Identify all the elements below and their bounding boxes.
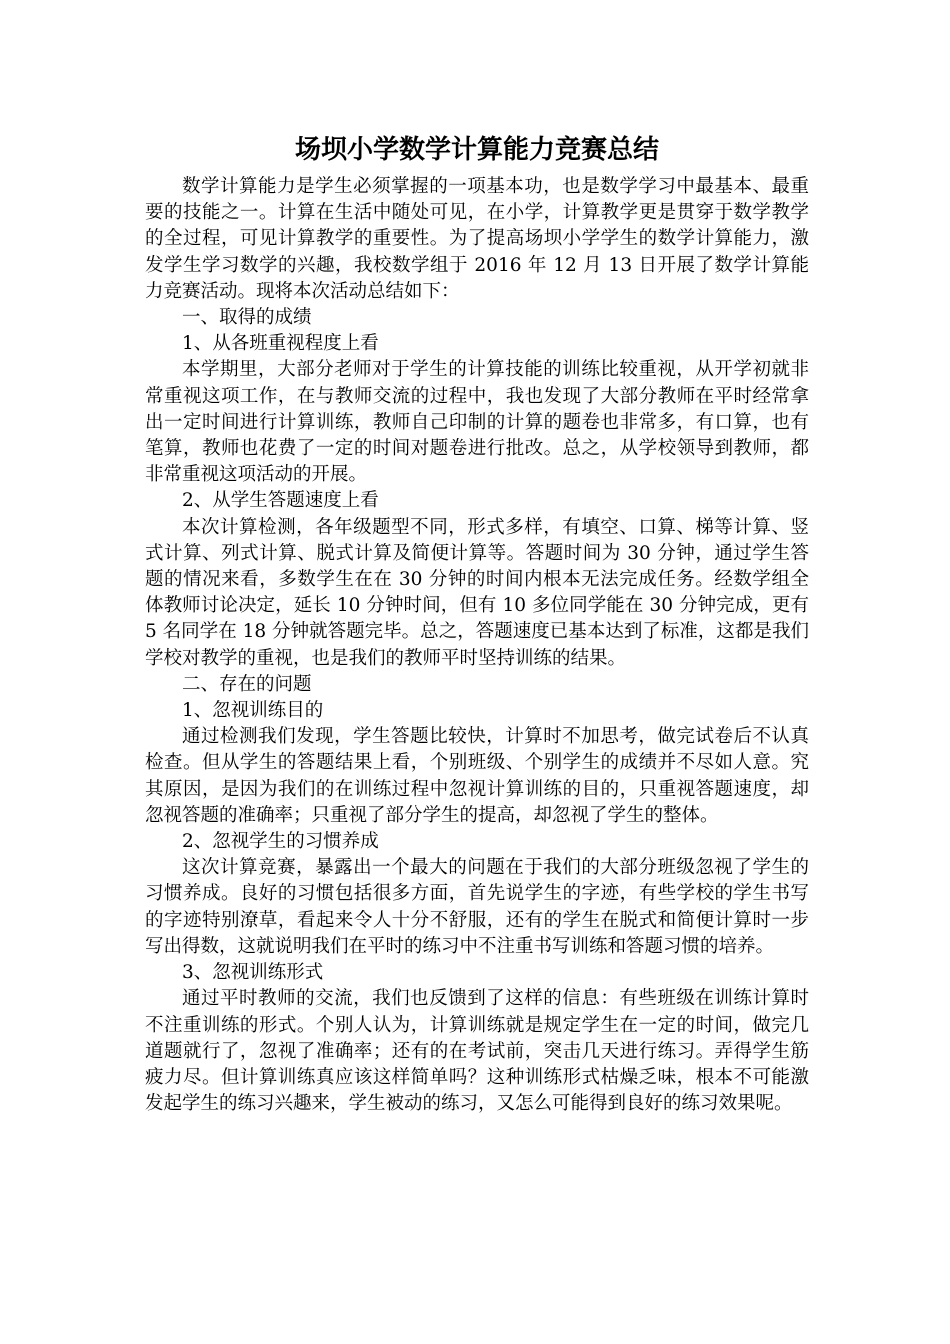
subheading-habit-formation: 2、忽视学生的习惯养成 [182, 831, 379, 853]
paragraph-class-attention: 本学期里，大部分老师对于学生的计算技能的训练比较重视，从开学初就非常重视这项工作，在与教师交流的过程中，我也发现了大部分教师在平时经常拿出一定时间进行计算训练，教师自己印制的计算的题卷也非常多，有口算，也有笔算，教师也花费了一定的时间对题卷进行批改。总之，从学校领导到教师，都非常重视这项活动的开展。 [145, 359, 809, 486]
paragraph-training-purpose: 通过检测我们发现，学生答题比较快，计算时不加思考，做完试卷后不认真检查。但从学生的答题结果上看，个别班级、个别学生的成绩并不尽如人意。究其原因，是因为我们的在训练过程中忽视计算训练的目的，只重视答题速度，却忽视答题的准确率；只重视了部分学生的提高，却忽视了学生的整体。 [145, 726, 809, 826]
paragraph-training-form: 通过平时教师的交流，我们也反馈到了这样的信息：有些班级在训练计算时不注重训练的形式。个别人认为，计算训练就是规定学生在一定的时间，做完几道题就行了，忽视了准确率；还有的在考试前，突击几天进行练习。弄得学生筋疲力尽。但计算训练真应该这样简单吗？这种训练形式枯燥乏味，根本不可能激发起学生的练习兴趣来，学生被动的练习，又怎么可能得到良好的练习效果呢。 [145, 988, 809, 1115]
subheading-answer-speed: 2、从学生答题速度上看 [182, 490, 379, 512]
section-heading-problems: 二、存在的问题 [182, 673, 312, 695]
section-heading-achievements: 一、取得的成绩 [182, 307, 312, 329]
subheading-class-attention: 1、从各班重视程度上看 [182, 333, 379, 355]
paragraph-answer-speed: 本次计算检测，各年级题型不同，形式多样，有填空、口算、梯等计算、竖式计算、列式计算、脱式计算及简便计算等。答题时间为 30 分钟，通过学生答题的情况来看，多数学生在在 30 分钟的时间内根本无法完成任务。经数学组全体教师讨论决定，延长 10 分钟时间，但有 10 多位同学能在 30 分钟完成，更有 5 名同学在 18 分钟就答题完毕。总之，答题速度已基本达到了标准，这都是我们学校对教学的重视，也是我们的教师平时坚持训练的结果。 [145, 516, 809, 669]
paragraph-habit-formation: 这次计算竞赛，暴露出一个最大的问题在于我们的大部分班级忽视了学生的习惯养成。良好的习惯包括很多方面，首先说学生的字迹，有些学校的学生书写的字迹特别潦草，看起来令人十分不舒服，还有的学生在脱式和简便计算时一步写出得数，这就说明我们在平时的练习中不注重书写训练和答题习惯的培养。 [145, 857, 809, 957]
document-page [145, 128, 809, 1117]
document-title: 场坝小学数学计算能力竞赛总结 [294, 135, 659, 165]
intro-paragraph: 数学计算能力是学生必须掌握的一项基本功，也是数学学习中最基本、最重要的技能之一。计算在生活中随处可见，在小学，计算教学更是贯穿于数学教学的全过程，可见计算教学的重要性。为了提高场坝小学学生的数学计算能力，激发学生学习数学的兴趣，我校数学组于 2016 年 12 月 13 日开展了数学计算能力竞赛活动。现将本次活动总结如下： [145, 176, 809, 302]
document-body [145, 174, 809, 1117]
subheading-training-form: 3、忽视训练形式 [182, 962, 324, 984]
subheading-training-purpose: 1、忽视训练目的 [182, 700, 324, 722]
